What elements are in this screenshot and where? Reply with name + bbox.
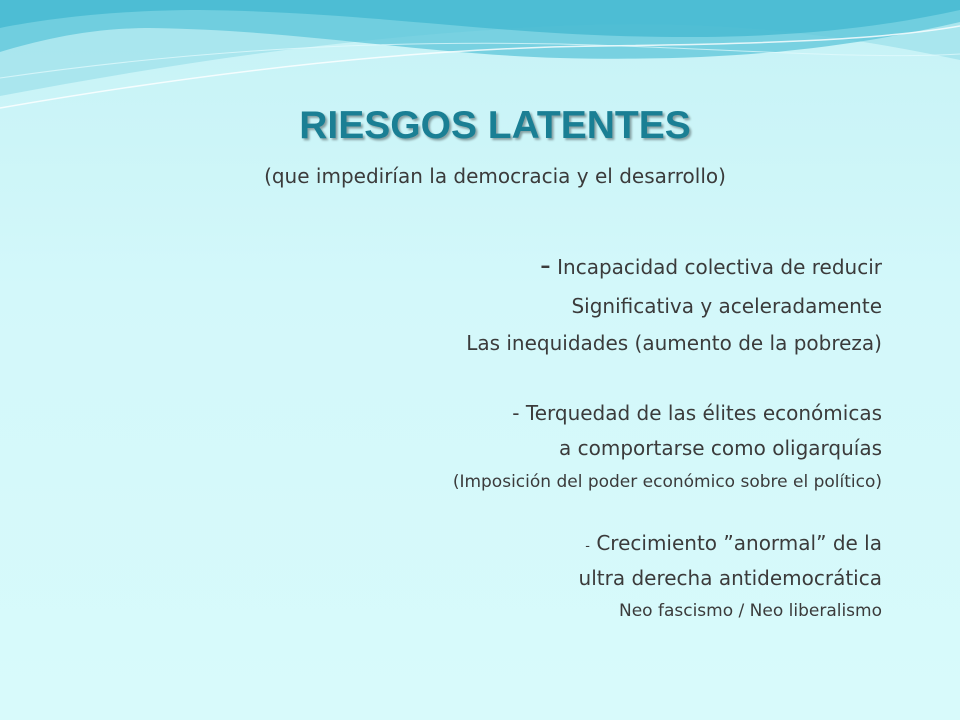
wave-decoration: [0, 0, 960, 120]
risk-item-text: Crecimiento ”anormal” de la: [596, 531, 882, 555]
risk-item-3-line-2: ultra derecha antidemocrática: [578, 566, 882, 590]
risk-item-3-line-1: [585, 531, 882, 555]
risk-item-text: Terquedad de las élites económicas: [525, 401, 882, 425]
bullet-dash: -: [585, 539, 590, 554]
risk-item-3-line-3: Neo fascismo / Neo liberalismo: [618, 601, 882, 621]
risk-item-2-line-1: [512, 401, 882, 425]
slide-subtitle: (que impedirían la democracia y el desarrollo): [264, 164, 726, 188]
risk-item-1-line-2: Significativa y aceleradamente: [571, 294, 882, 318]
risk-item-text: Incapacidad colectiva de reducir: [557, 255, 882, 279]
slide-title: RIESGOS LATENTES: [299, 104, 691, 147]
risk-item-2-line-2: a comportarse como oligarquías: [559, 436, 882, 460]
bullet-dash: -: [512, 401, 520, 425]
bullet-dash: -: [539, 248, 551, 283]
risk-item-1-line-1: [540, 248, 882, 283]
risk-item-1-line-3: Las inequidades (aumento de la pobreza): [466, 331, 882, 355]
risk-item-2-line-3: (Imposición del poder económico sobre el político): [452, 472, 882, 492]
